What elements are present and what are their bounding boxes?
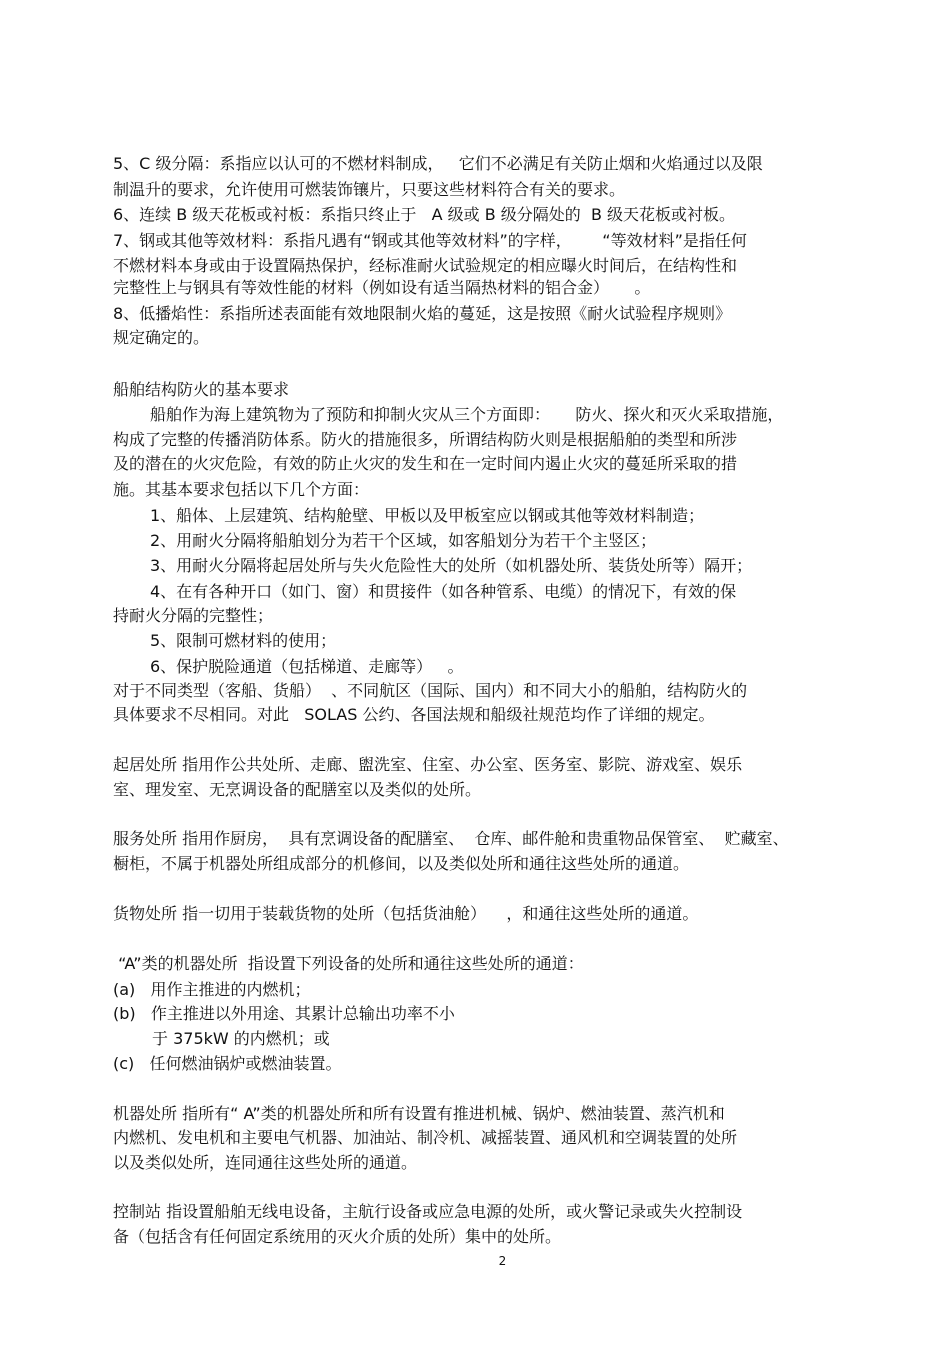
list-item: 2、用耐火分隔将船舶划分为若干个区域，如客船划分为若干个主竖区；	[150, 531, 657, 550]
definition-line: 起居处所 指用作公共处所、走廊、盥洗室、住室、办公室、医务室、影院、游戏室、娱乐	[113, 755, 743, 774]
text-line: 及的潜在的火灾危险，有效的防止火灾的发生和在一定时间内遏止火灾的蔓延所采取的措	[113, 454, 738, 473]
list-item: 5、限制可燃材料的使用；	[150, 631, 337, 650]
definition-line: “A”类的机器处所 指设置下列设备的处所和通往这些处所的通道：	[113, 954, 584, 973]
text-line: 备（包括含有任何固定系统用的灭火介质的处所）集中的处所。	[113, 1227, 562, 1246]
text-line: 不燃材料本身或由于设置隔热保护，经标准耐火试验规定的相应曝火时间后，在结构性和	[113, 256, 738, 275]
list-item: 6、保护脱险通道（包括梯道、走廊等） 。	[150, 657, 464, 676]
text-line: 以及类似处所，连同通往这些处所的通道。	[113, 1153, 418, 1172]
list-item: 1、船体、上层建筑、结构舱壁、甲板以及甲板室应以钢或其他等效材料制造；	[150, 506, 705, 525]
list-item: (b) 作主推进以外用途、其累计总输出功率不小	[113, 1004, 455, 1023]
text-line: 规定确定的。	[113, 328, 210, 347]
section-heading: 船舶结构防火的基本要求	[113, 380, 290, 399]
definition-line: 机器处所 指所有“ A”类的机器处所和所有设置有推进机械、锅炉、燃油装置、蒸汽机和	[113, 1104, 725, 1123]
text-line: 5、C 级分隔：系指应以认可的不燃材料制成， 它们不必满足有关防止烟和火焰通过以及限	[113, 154, 763, 173]
text-line: 完整性上与钢具有等效性能的材料（例如设有适当隔热材料的铝合金） 。	[113, 278, 651, 297]
text-line: 8、低播焰性：系指所述表面能有效地限制火焰的蔓延，这是按照《耐火试验程序规则》	[113, 304, 732, 323]
text-line: 于 375kW 的内燃机；或	[152, 1029, 330, 1048]
text-line: 内燃机、发电机和主要电气机器、加油站、制冷机、减摇装置、通风机和空调装置的处所	[113, 1128, 738, 1147]
text-line: 具体要求不尽相同。对此 SOLAS 公约、各国法规和船级社规范均作了详细的规定。	[113, 705, 715, 724]
definition-line: 货物处所 指一切用于装载货物的处所（包括货油舱） ，和通往这些处所的通道。	[113, 904, 699, 923]
text-line: 构成了完整的传播消防体系。防火的措施很多，所谓结构防火则是根据船舶的类型和所涉	[113, 430, 738, 449]
text-line: 7、钢或其他等效材料：系指凡遇有“钢或其他等效材料”的字样， “等效材料”是指任何	[113, 231, 747, 250]
text-line: 室、理发室、无烹调设备的配膳室以及类似的处所。	[113, 780, 482, 799]
list-item: (a) 用作主推进的内燃机；	[113, 980, 311, 999]
definition-line: 服务处所 指用作厨房， 具有烹调设备的配膳室、 仓库、邮件舱和贵重物品保管室、 贮藏室、	[113, 829, 789, 848]
text-line: 制温升的要求，允许使用可燃装饰镶片，只要这些材料符合有关的要求。	[113, 180, 626, 199]
text-line: 橱柜，不属于机器处所组成部分的机修间，以及类似处所和通往这些处所的通道。	[113, 854, 690, 873]
list-item: 4、在有各种开口（如门、窗）和贯接件（如各种管系、电缆）的情况下，有效的保	[150, 582, 737, 601]
text-line: 对于不同类型（客船、货船） 、不同航区（国际、国内）和不同大小的船舶，结构防火的	[113, 681, 748, 700]
text-line: 施。其基本要求包括以下几个方面：	[113, 480, 370, 499]
list-item: 3、用耐火分隔将起居处所与失火危险性大的处所（如机器处所、装货处所等）隔开；	[150, 556, 753, 575]
page-number: 2	[498, 1254, 507, 1268]
text-line: 持耐火分隔的完整性；	[113, 606, 274, 625]
text-line: 船舶作为海上建筑物为了预防和抑制火灾从三个方面即： 防火、探火和灭火采取措施，	[150, 405, 784, 424]
text-line: 6、连续 B 级天花板或衬板：系指只终止于 A 级或 B 级分隔处的 B 级天花板或衬板。	[113, 205, 736, 224]
list-item: (c) 任何燃油锅炉或燃油装置。	[113, 1054, 342, 1073]
definition-line: 控制站 指设置船舶无线电设备，主航行设备或应急电源的处所，或火警记录或失火控制设	[113, 1202, 743, 1221]
